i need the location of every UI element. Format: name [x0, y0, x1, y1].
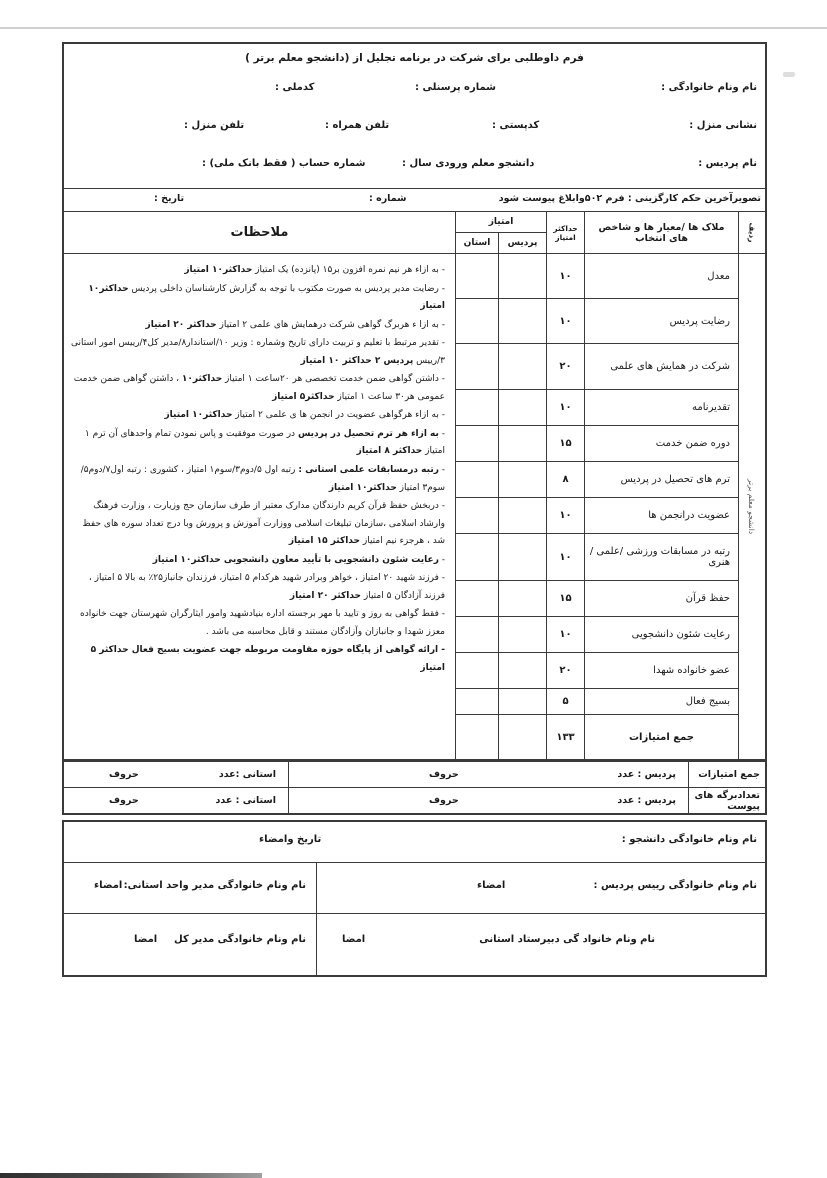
signature-row-heads	[64, 863, 765, 914]
criterion-label: شرکت در همایش های علمی	[584, 344, 738, 389]
table-row	[455, 462, 738, 498]
header-score-group	[455, 212, 546, 254]
header-criteria: ملاک ها /معیار ها و شاخص های انتخاب	[584, 212, 738, 254]
max-score-value: ۲۰	[546, 653, 584, 688]
note-line: - رعایت شئون دانشجویی با تأیید معاون دانشجویی حداکثر۱۰ امتیاز	[152, 554, 445, 565]
province-score-cell	[455, 689, 498, 714]
province-score-cell	[455, 617, 498, 652]
table-row	[455, 534, 738, 581]
max-score-value: ۱۰	[546, 617, 584, 652]
table-row	[455, 299, 738, 344]
note-line: - رضایت مدیر پردیس به صورت مکتوب با توجه به گزارش کارشناسان داخلی پردیس حداکثر۱۰ امتیاز	[88, 283, 445, 312]
criterion-label: رضایت پردیس	[584, 299, 738, 343]
table-row	[455, 390, 738, 426]
total-value: ۱۳۳	[546, 715, 584, 759]
summary-campus-cell	[288, 762, 688, 787]
table-row	[455, 426, 738, 462]
criterion-label: رتبه در مسابقات ورزشی /علمی /هنری	[584, 534, 738, 580]
student-name-label: نام ونام خانوادگی دانشجو :	[621, 834, 757, 845]
date-signature-label: تاریخ وامضاء	[259, 834, 322, 845]
campus-head-cell	[316, 863, 765, 913]
header-max-score: حداکثر امتیاز	[546, 212, 584, 254]
province-score-cell	[455, 581, 498, 616]
note-line: - تقدیر مرتبط با تعلیم و تربیت دارای تاریخ وشماره : وزیر ۱۰/استاندار۸/مدیر کل۴/رییس امور استانی ۳/رییس پردیس ۲ حداکثر ۱۰ امتیاز	[70, 338, 445, 366]
scoring-table	[64, 211, 765, 759]
province-number-label: استانی : عدد	[215, 795, 276, 806]
field-national-id-label: کدملی :	[275, 82, 315, 93]
note-line: - ارائه گواهی از پایگاه حوزه مقاومت مربوطه جهت عضویت بسیج فعال حداکثر ۵ امتیاز	[90, 645, 445, 674]
note-line: - فقط گواهی به روز و تایید با مهر برجسته اداره بنیادشهید وامور ایثارگران شهرستان جهت خانواده معزز شهدا و جانبازان وآزادگان مستند و قابل محاسبه می باشد .	[79, 609, 445, 637]
campus-score-cell	[498, 344, 546, 389]
side-vertical-label: دانشجو معلم برتر	[747, 478, 757, 535]
signature-row-student	[64, 822, 765, 863]
campus-head-signature-label: امضاء	[477, 880, 506, 891]
scoring-table-body	[64, 254, 765, 759]
main-form-box	[62, 42, 767, 761]
province-score-cell	[455, 653, 498, 688]
campus-score-cell	[498, 617, 546, 652]
note-line: - به ازا ء هربرگ گواهی شرکت درهمایش های علمی ۲ امتیاز حداکثر ۲۰ امتیاز	[145, 319, 445, 330]
table-row	[455, 689, 738, 715]
total-label: جمع امتیازات	[584, 715, 738, 759]
max-score-value: ۵	[546, 689, 584, 714]
campus-score-cell	[498, 390, 546, 425]
provincial-secretary-name-label: نام ونام خانواد گی دبیرستاد استانی	[479, 934, 655, 945]
summary-row-attachments	[64, 788, 765, 813]
max-score-value: ۸	[546, 462, 584, 497]
campus-words-label: حروف	[429, 769, 459, 780]
criterion-label: تقدیرنامه	[584, 390, 738, 425]
campus-score-cell	[498, 426, 546, 461]
criterion-label: بسیج فعال	[584, 689, 738, 714]
campus-number-label: پردیس : عدد	[617, 769, 676, 780]
note-line: - داشتن گواهی ضمن خدمت تخصصی هر ۲۰ساعت ۱ امتیاز حداکثر۱۰ ، داشتن گواهی ضمن خدمت عمومی هر۳۰ ساعت ۱ امتیاز حداکثر۵ امتیاز	[73, 374, 445, 402]
table-row	[455, 344, 738, 390]
decree-number-label: شماره :	[369, 193, 407, 204]
campus-score-cell	[498, 534, 546, 580]
director-general-cell	[64, 914, 316, 975]
criterion-label: معدل	[584, 254, 738, 298]
summary-campus-cell	[288, 788, 688, 813]
max-score-value: ۱۵	[546, 581, 584, 616]
campus-score-cell	[498, 299, 546, 343]
criterion-label: حفظ قرآن	[584, 581, 738, 616]
header-campus-score: پردیس	[498, 233, 546, 253]
decree-row	[64, 188, 765, 211]
summary-province-cell	[64, 788, 288, 813]
signature-box	[62, 820, 767, 977]
note-line: - دربخش حفظ قرآن کریم دارندگان مدارک معتبر از طرف سازمان حج وزیارت ، وزارت فرهنگ وارشاد اسلامی ،سازمان تبلیغات اسلامی ووزارت آموزش و پرورش وبا درج تعداد سوره های حفظ شد ، هرجزء نیم امتیاز حداکثر ۱۵ امتیاز	[82, 501, 445, 547]
provincial-unit-manager-name-label: نام ونام خانوادگی مدیر واحد استانی:	[123, 880, 306, 891]
director-general-signature-label: امضا	[134, 934, 158, 945]
campus-score-cell	[498, 498, 546, 533]
personal-info-section	[64, 72, 765, 188]
field-entry-year-label: دانشجو معلم ورودی سال :	[402, 158, 535, 169]
max-score-value: ۱۰	[546, 390, 584, 425]
scan-artifact-smudge	[783, 72, 795, 77]
summary-row-total	[64, 762, 765, 788]
criterion-label: دوره ضمن خدمت	[584, 426, 738, 461]
field-address-label: نشانی منزل :	[689, 120, 757, 131]
province-score-cell	[455, 462, 498, 497]
signature-row-directors	[64, 914, 765, 975]
province-number-label: استانی :عدد	[218, 769, 276, 780]
table-row	[455, 581, 738, 617]
form-title: فرم داوطلبی برای شرکت در برنامه تجلیل از (دانشجو معلم برتر )	[245, 52, 584, 64]
province-score-cell	[455, 715, 498, 759]
remarks-column	[64, 254, 455, 759]
table-row	[455, 254, 738, 299]
province-score-cell	[455, 254, 498, 298]
scan-artifact-top-line	[0, 27, 827, 29]
field-home-phone-label: تلفن منزل :	[184, 120, 245, 131]
field-postal-code-label: کدپستی :	[492, 120, 540, 131]
decree-date-label: تاریخ :	[154, 193, 185, 204]
scoring-table-header	[64, 212, 765, 254]
campus-score-cell	[498, 462, 546, 497]
header-remarks: ملاحظات	[64, 212, 455, 254]
note-line: - به ازاء هر نیم نمره افزون بر۱۵ (پانزده) یک امتیاز حداکثر۱۰ امتیاز	[184, 265, 445, 275]
campus-words-label: حروف	[429, 795, 459, 806]
field-campus-name-label: نام پردیس :	[698, 158, 757, 169]
summary-total-label: جمع امتیازات	[688, 762, 765, 787]
field-mobile-label: تلفن همراه :	[325, 120, 390, 131]
max-score-value: ۱۰	[546, 299, 584, 343]
criterion-label: ترم های تحصیل در پردیس	[584, 462, 738, 497]
total-row	[455, 715, 738, 759]
criteria-columns	[455, 254, 738, 759]
scan-artifact-bottom-bar	[0, 1173, 262, 1178]
director-general-name-label: نام ونام خانوادگی مدیر کل	[174, 934, 306, 945]
campus-score-cell	[498, 581, 546, 616]
campus-score-cell	[498, 715, 546, 759]
note-line: - به ازاء هرگواهی عضویت در انجمن ها ی علمی ۲ امتیاز حداکثر۱۰ امتیاز	[164, 410, 445, 421]
province-score-cell	[455, 426, 498, 461]
table-row	[455, 498, 738, 534]
table-row	[455, 653, 738, 689]
provincial-secretary-cell	[316, 914, 765, 975]
decree-attachment-label: تصویرآخرین حکم کارگزینی : فرم ۵۰۲وابلاغ پیوست شود	[498, 193, 761, 204]
field-account-no-label: شماره حساب ( فقط بانک ملی) :	[202, 158, 366, 169]
header-score: امتیاز	[456, 212, 546, 233]
criterion-label: عضویت درانجمن ها	[584, 498, 738, 533]
campus-head-name-label: نام ونام خانوادگی رییس پردیس :	[593, 880, 757, 891]
criterion-label: عضو خانواده شهدا	[584, 653, 738, 688]
criterion-label: رعایت شئون دانشجویی	[584, 617, 738, 652]
note-line: - رتبه درمسابقات علمی استانی : رتبه اول ۵/دوم۳/سوم۱ امتیاز ، کشوری : رتبه اول۷/دوم۵/سوم۳ امتیاز حداکثر۱۰ امتیاز	[80, 465, 445, 493]
campus-number-label: پردیس : عدد	[617, 795, 676, 806]
note-line: - به ازاء هر ترم تحصیل در پردیس در صورت موفقیت و پاس نمودن تمام واحدهای آن ترم ۱ امتیاز حداکثر ۸ امتیاز	[84, 428, 445, 457]
summary-attachments-label: تعدادبرگه های پیوست	[688, 788, 765, 813]
provincial-secretary-signature-label: امضا	[342, 934, 366, 945]
province-score-cell	[455, 498, 498, 533]
note-line: - فرزند شهید ۲۰ امتیاز ، خواهر وبرادر شهید هرکدام ۵ امتیاز، فرزندان جانباز۲۵٪ به بالا ۵ امتیاز ، فرزند آزادگان ۵ امتیاز حداکثر ۲۰ امتیاز	[88, 573, 445, 601]
provincial-unit-manager-signature-label: امضاء	[94, 880, 123, 891]
max-score-value: ۱۵	[546, 426, 584, 461]
table-row	[455, 617, 738, 653]
campus-score-cell	[498, 254, 546, 298]
provincial-unit-manager-cell	[64, 863, 316, 913]
campus-score-cell	[498, 689, 546, 714]
province-words-label: حروف	[109, 795, 139, 806]
summary-box	[62, 760, 767, 815]
province-score-cell	[455, 299, 498, 343]
max-score-value: ۱۰	[546, 534, 584, 580]
field-full-name-label: نام ونام خانوادگی :	[661, 82, 757, 93]
header-province-score: استان	[463, 238, 491, 248]
province-score-cell	[455, 344, 498, 389]
province-score-cell	[455, 390, 498, 425]
province-score-cell	[455, 534, 498, 580]
max-score-value: ۱۰	[546, 498, 584, 533]
max-score-value: ۲۰	[546, 344, 584, 389]
max-score-value: ۱۰	[546, 254, 584, 298]
province-words-label: حروف	[109, 769, 139, 780]
field-personnel-no-label: شماره پرسنلی :	[415, 82, 497, 93]
campus-score-cell	[498, 653, 546, 688]
row-no-column	[738, 254, 765, 759]
header-row-no: ردیف	[738, 212, 765, 254]
summary-province-cell	[64, 762, 288, 787]
